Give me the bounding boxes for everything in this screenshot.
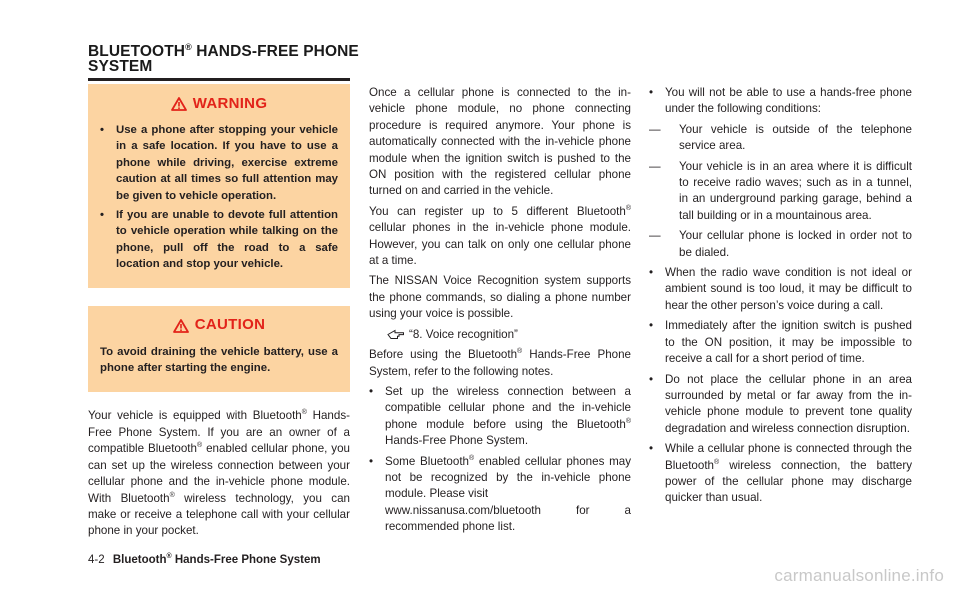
sub-list-item: — Your cellular phone is locked in order not to be dialed. xyxy=(649,229,912,259)
warning-list xyxy=(100,122,338,273)
pointing-hand-icon xyxy=(387,329,405,340)
warning-triangle-icon xyxy=(171,97,187,111)
page-footer xyxy=(88,554,321,566)
paragraph: Once a cellular phone is connected to the in-vehicle phone module, no phone connecting procedure is required anymore. Your phone is automatically connected with the in-vehicle phone module when the ignition switch is pushed to the ON position with the registered cellular phone turned on and carried in the vehicle. xyxy=(369,86,631,198)
column-3 xyxy=(649,85,912,511)
column-1 xyxy=(88,84,350,544)
title-rule xyxy=(88,78,350,81)
column-2 xyxy=(369,85,631,540)
caution-box xyxy=(88,306,350,393)
list-item: • Some Bluetooth® enabled cellular phones may not be recognized by the in-vehicle phone module. Please visit www.nissanusa.com/bluetooth for a recommended phone list. xyxy=(369,454,631,536)
caution-heading: CAUTION xyxy=(100,314,338,338)
section-title: Bluetooth® Hands-Free Phone System xyxy=(112,553,321,566)
warning-heading: WARNING xyxy=(100,92,338,116)
sub-list-item: — Your vehicle is in an area where it is difficult to receive radio waves; such as in a tunnel, in an underground parking garage, behind a tall building or in a mountainous area. xyxy=(649,159,912,222)
list-item: • When the radio wave condition is not ideal or ambient sound is too loud, it may be difficult to hear the other person’s voice during a call. xyxy=(649,265,912,314)
cross-reference[interactable]: “8. Voice recognition” xyxy=(369,327,631,343)
page-number: 4-2 xyxy=(88,554,105,566)
intro-paragraph: Your vehicle is equipped with Bluetooth® Hands-Free Phone System. If you are an owner of a compatible Bluetooth® enabled cellular phone, you can set up the wireless connection between your cellular phone and the in-vehicle phone module. With Bluetooth® wireless technology, you can make or receive a telephone call with your cellular phone in your pocket. xyxy=(88,409,350,538)
caution-text: To avoid draining the vehicle battery, use a phone after starting the engine. xyxy=(100,345,338,375)
list-item: • Set up the wireless connection between a compatible cellular phone and the in-vehicle phone module before using the Bluetooth® Hands-Free Phone System. xyxy=(369,384,631,450)
paragraph: Before using the Bluetooth® Hands-Free Phone System, refer to the following notes. xyxy=(369,348,631,378)
sub-list-item: — Your vehicle is outside of the telephone service area. xyxy=(649,122,912,153)
watermark: carmanualsonline.info xyxy=(774,566,944,585)
warning-box xyxy=(88,84,350,288)
warning-item: • If you are unable to devote full attention to vehicle operation while talking on the phone, pull off the road to a safe location and stop your vehicle. xyxy=(100,207,338,273)
warning-item: • Use a phone after stopping your vehicle in a safe location. If you have to use a phone while driving, exercise extreme caution at all times so full attention may be given to vehicle operation. xyxy=(100,122,338,204)
list-item: • Immediately after the ignition switch is pushed to the ON position, it may be impossible to receive a call for a short period of time. xyxy=(649,318,912,367)
list-item: • While a cellular phone is connected through the Bluetooth® wireless connection, the battery power of the cellular phone may discharge quicker than usual. xyxy=(649,441,912,507)
list-item: • You will not be able to use a hands-free phone under the following conditions: xyxy=(649,85,912,118)
page-title: BLUETOOTH® HANDS-FREE PHONE SYSTEM xyxy=(88,42,359,75)
paragraph: You can register up to 5 different Bluetooth® cellular phones in the in-vehicle phone module. However, you can talk on only one cellular phone at a time. xyxy=(369,204,631,268)
url-link[interactable]: www.nissanusa.com/bluetooth for a recommended phone list. xyxy=(385,503,631,534)
caution-triangle-icon xyxy=(173,319,189,333)
paragraph: The NISSAN Voice Recognition system supports the phone commands, so dialing a phone number using your voice is possible. xyxy=(369,274,631,321)
list-item: • Do not place the cellular phone in an area surrounded by metal or far away from the in-vehicle phone module to prevent tone quality degradation and wireless connection disruption. xyxy=(649,372,912,438)
